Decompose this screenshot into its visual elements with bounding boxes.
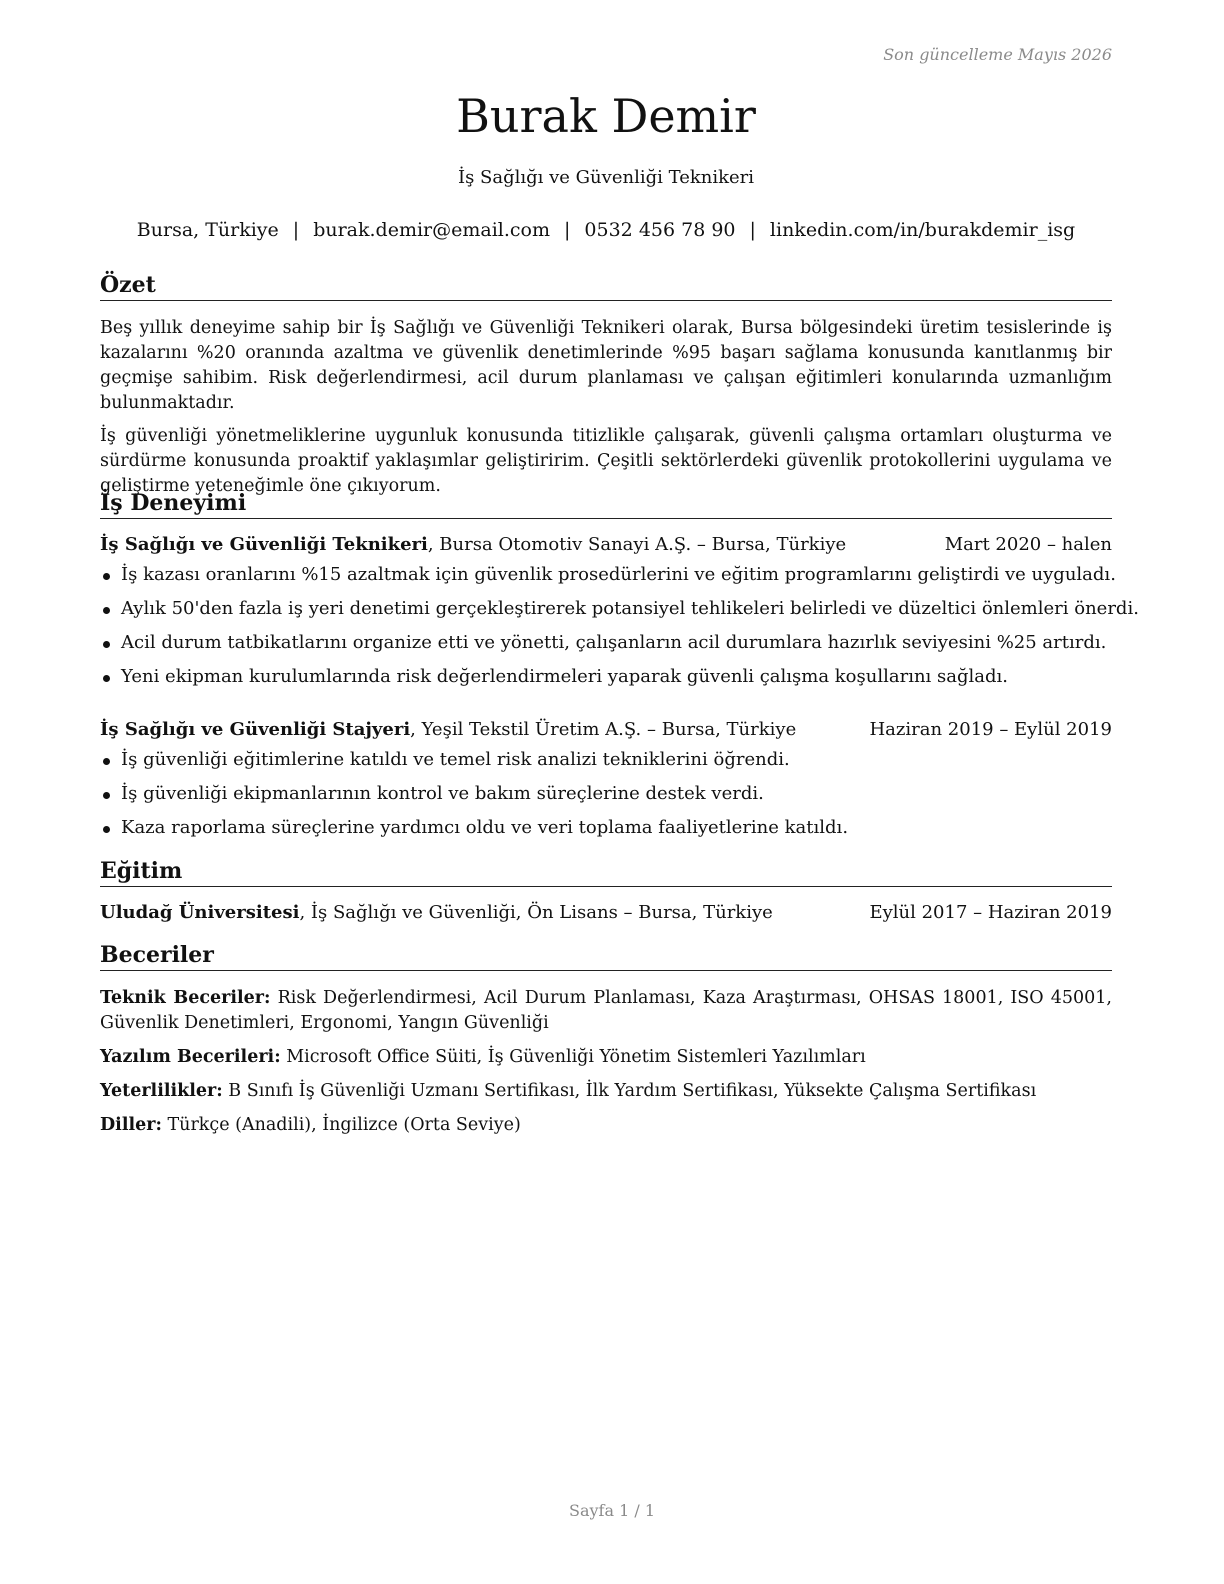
skill-value: Risk Değerlendirmesi, Acil Durum Planlaması, Kaza Araştırması, OHSAS 18001, ISO 45001, Güvenlik Denetimleri, Ergonomi, Yangın Güvenliği bbox=[100, 988, 1112, 1033]
summary-paragraph: Beş yıllık deneyime sahip bir İş Sağlığı ve Güvenliği Teknikeri olarak, Bursa bölgesindeki üretim tesislerinde iş kazalarını %20 oranında azaltma ve güvenlik denetimlerinde %95 başarı sağlama konusunda kanıtlanmış bir geçmişe sahibim. Risk değerlendirmesi, acil durum planlaması ve çalışan eğitimleri konularında uzmanlığım bulunmaktadır. bbox=[100, 318, 1112, 413]
job-header bbox=[100, 532, 1112, 558]
section-title-education: Eğitim bbox=[100, 857, 1112, 887]
job-company: , Bursa Otomotiv Sanayi A.Ş. – Bursa, Türkiye bbox=[427, 534, 847, 555]
job-bullet: İş güvenliği ekipmanlarının kontrol ve bakım süreçlerine destek verdi. bbox=[100, 781, 1112, 807]
skill-value: B Sınıfı İş Güvenliği Uzmanı Sertifikası, İlk Yardım Sertifikası, Yüksekte Çalışma Sertifikası bbox=[222, 1081, 1037, 1101]
job-entry bbox=[100, 532, 1139, 690]
education-entry bbox=[100, 900, 1112, 926]
education-section bbox=[100, 857, 1112, 926]
skill-label: Teknik Beceriler: bbox=[100, 988, 271, 1008]
contact-separator: | bbox=[292, 219, 300, 241]
summary-section bbox=[100, 271, 1112, 499]
contact-location: Bursa, Türkiye bbox=[136, 219, 279, 241]
job-entry bbox=[100, 717, 1112, 841]
section-title-skills: Beceriler bbox=[100, 941, 1112, 971]
summary-paragraph: İş güvenliği yönetmeliklerine uygunluk konusunda titizlikle çalışarak, güvenli çalışma ortamları oluşturma ve sürdürme konusunda proaktif yaklaşımlar geliştiririm. Çeşitli sektörlerdeki güvenlik protokollerini uygulama ve geliştirme yeteneğimle öne çıkıyorum. bbox=[100, 426, 1112, 496]
job-bullet: Yeni ekipman kurulumlarında risk değerlendirmeleri yaparak güvenli çalışma koşullarını sağladı. bbox=[100, 664, 1112, 690]
section-title-experience: İş Deneyimi bbox=[100, 489, 1112, 519]
experience-section bbox=[100, 489, 1139, 841]
skill-row bbox=[100, 986, 1112, 1036]
job-bullets bbox=[100, 747, 1112, 841]
job-position: İş Sağlığı ve Güvenliği Stajyeri bbox=[100, 719, 411, 740]
job-bullet: Acil durum tatbikatlarını organize etti ve yönetti, çalışanların acil durumlara hazırlık seviyesini %25 artırdı. bbox=[100, 630, 1112, 656]
skill-row bbox=[100, 1045, 1112, 1070]
resume-page bbox=[100, 0, 1139, 1584]
skill-label: Yeterlilikler: bbox=[100, 1081, 223, 1101]
education-title-line bbox=[100, 900, 773, 926]
candidate-name: Burak Demir bbox=[456, 89, 756, 143]
skill-label: Diller: bbox=[100, 1115, 162, 1135]
job-bullet: İş kazası oranlarını %15 azaltmak için güvenlik prosedürlerini ve eğitim programlarını geliştirdi ve uyguladı. bbox=[100, 562, 1112, 588]
skill-value: Türkçe (Anadili), İngilizce (Orta Seviye) bbox=[161, 1115, 521, 1135]
education-details: , İş Sağlığı ve Güvenliği, Ön Lisans – Bursa, Türkiye bbox=[299, 902, 773, 923]
job-bullet: İş güvenliği eğitimlerine katıldı ve temel risk analizi tekniklerini öğrendi. bbox=[100, 747, 1112, 773]
skills-section bbox=[100, 941, 1112, 1138]
contact-separator: | bbox=[749, 219, 756, 241]
job-title-line bbox=[100, 717, 796, 743]
job-position: İş Sağlığı ve Güvenliği Teknikeri bbox=[100, 534, 428, 555]
job-company: , Yeşil Tekstil Üretim A.Ş. – Bursa, Türkiye bbox=[410, 719, 797, 740]
skill-value: Microsoft Office Süiti, İş Güvenliği Yönetim Sistemleri Yazılımları bbox=[280, 1047, 866, 1067]
contact-phone: 0532 456 78 90 bbox=[584, 219, 736, 241]
skill-label: Yazılım Becerileri: bbox=[100, 1047, 281, 1067]
job-bullet: Aylık 50'den fazla iş yeri denetimi gerçekleştirerek potansiyel tehlikeleri belirledi ve düzeltici önlemleri önerdi. bbox=[100, 596, 1112, 622]
job-header bbox=[100, 717, 1112, 743]
job-dates: Mart 2020 – halen bbox=[944, 534, 1112, 555]
job-title-line bbox=[100, 532, 846, 558]
contact-email[interactable]: burak.demir@email.com bbox=[313, 219, 551, 241]
education-school: Uludağ Üniversitesi bbox=[100, 902, 300, 923]
section-title-summary: Özet bbox=[100, 271, 1112, 301]
last-updated: Son güncelleme Mayıs 2026 bbox=[883, 45, 1112, 64]
job-dates: Haziran 2019 – Eylül 2019 bbox=[869, 719, 1112, 740]
education-dates: Eylül 2017 – Haziran 2019 bbox=[869, 902, 1112, 923]
candidate-role: İş Sağlığı ve Güvenliği Teknikeri bbox=[457, 167, 755, 188]
contact-linkedin[interactable]: linkedin.com/in/burakdemir_isg bbox=[769, 219, 1076, 241]
page-number: Sayfa 1 / 1 bbox=[568, 1501, 655, 1520]
contact-line bbox=[100, 219, 1112, 241]
job-bullets bbox=[100, 562, 1139, 690]
skill-row bbox=[100, 1113, 1112, 1138]
contact-separator: | bbox=[564, 219, 571, 241]
job-bullet: Kaza raporlama süreçlerine yardımcı oldu ve veri toplama faaliyetlerine katıldı. bbox=[100, 815, 1112, 841]
skill-row bbox=[100, 1079, 1112, 1104]
